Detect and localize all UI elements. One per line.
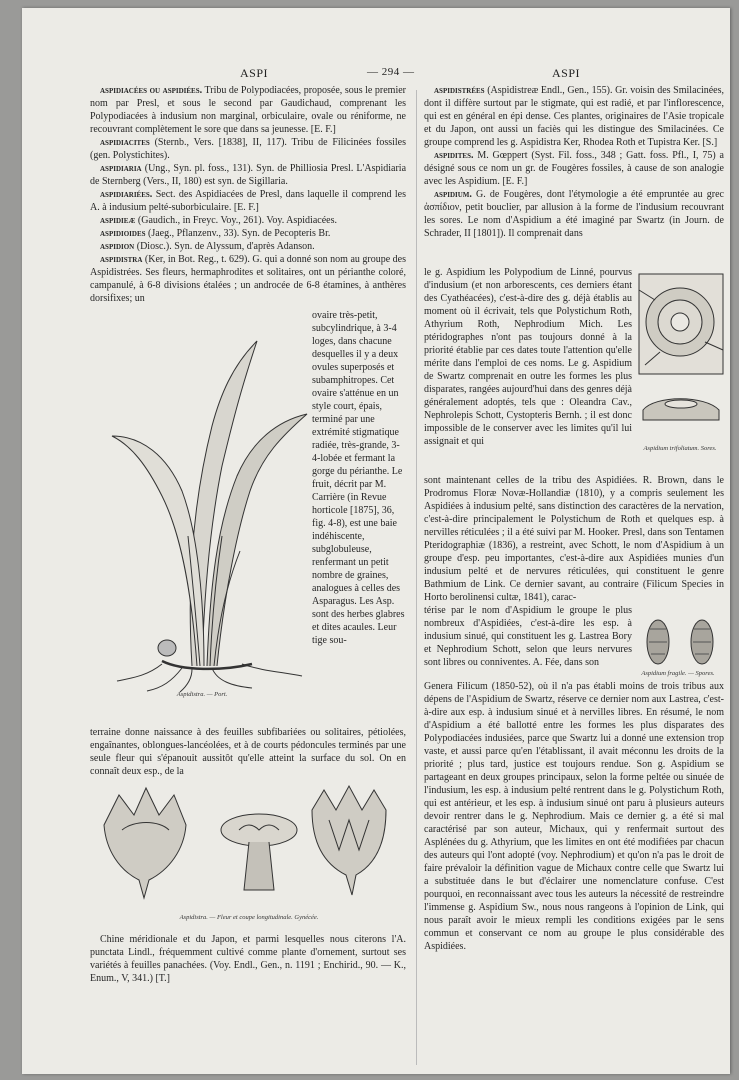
text-after-figure: terraine donne naissance à des feuilles subfibariées ou solitaires, pétiolées, engaînantes, oblongues-lancéolées, et à de courts pédoncules terminés par une seule fleur qui s'épanouit aussitôt qu'elle atteint la surface du sol. On en connaît deux esp., de la xyxy=(90,727,406,777)
figure-caption-aspidistra-port: Aspidistra. — Port. xyxy=(176,691,228,698)
entry-text: (Gaudich., in Freyc. Voy., 261). Voy. Aspidiacées. xyxy=(137,215,337,226)
entry-headword: aspidiacées ou aspidiées. xyxy=(100,85,203,96)
right-column-entry xyxy=(424,188,724,240)
right-column-middle xyxy=(424,474,724,604)
entry-headword: aspidioides xyxy=(100,228,146,239)
aspidium-spores-illustration xyxy=(640,614,728,672)
entry-text: (Ung., Syn. pl. foss., 131). Syn. de Philliosia Presl. L'Aspidiaria de Sternberg (Vers., II, 180) est syn. de Sigillaria. xyxy=(90,163,407,187)
column-divider xyxy=(416,90,417,1065)
right-column-text-beside-spores xyxy=(424,604,632,669)
left-column-entry xyxy=(90,162,406,188)
left-column-entry xyxy=(90,214,406,227)
aspidistra-plant-illustration xyxy=(92,326,312,696)
left-column-after-figure xyxy=(90,726,406,778)
right-column-text-beside-figure xyxy=(424,266,632,448)
right-column-bottom xyxy=(424,680,724,953)
entry-text: M. Gœppert (Syst. Fil. foss., 348 ; Gatt. foss. Pfl., I, 75) a désigné sous ce nom un gr. de Fougères fossiles, à cause de son analogie avec les Aspidium. [E. F.] xyxy=(424,150,724,187)
figure-caption-aspidium-sores: Aspidium trifoliatum. Sores. xyxy=(643,445,717,452)
entry-text: (Ker, in Bot. Reg., t. 629). G. qui a donné son nom au groupe des Aspidistrées. Ses fleurs, hermaphrodites et solitaires, ont un périanthe coloré, campanulé, à 6-8 divisions étalées ; un androcée de 6-8 étamines, à anthères dorsifixes; un xyxy=(90,254,407,304)
page xyxy=(22,8,730,1074)
entry-text: (Aspidistreæ Endl., Gen., 155). Gr. voisin des Smilacinées, dont il diffère surtout par le stigmate, qui est radié, et par l'inflorescence, qui est en général en épi dense. Ces plantes, originaires de l'Asie tropicale et du Japon, ont aussi un faciès qui les distingue des Smilacinées. Ce groupe comprend les g. Aspidistra Ker, Rhodea Roth et Tupistra Ker. [S.] xyxy=(424,85,724,148)
text-bottom-right: Genera Filicum (1850-52), où il n'a pas établi moins de trois tribus aux dépens de l'Aspidium de Swartz, réserve ce dernier nom aux Lastrea, c'est-à-dire aux esp. à indusium sinué et à nervilles libres. En résumé, le nom d'Aspidium a été ballotté entre les formes les plus disparates des Polypodiacées indusiées, parce que Swartz lui a donné une extension trop vaste, et aussi parce qu'en l'établissant, il avait méconnu les droits de la priorité ; plus tard, justice est toujours rendue. Son g. Aspidium se partageant en deux groupes principaux, selon la forme peltée ou sinuée de l'indusium, les esp. à indusium pelté rentrent dans le g. Polystichum Roth, qui est antérieur, et les esp. à indusium sinué ont paru à plusieurs auteurs devoir rentrer dans le g. Nephrodium. Mais ce dernier g. a été si mal caractérisé par son auteur, Michaux, qui y renfermait surtout des Asplénées du g. Athyrium, que les limites en ont été modifiées par chacun des auteurs qui l'ont adopté (voy. Nephrodium) et qu'on n'a pas le droit de faire prévaloir la définition vague de Michaux contre celle que Swartz lui a substituée dans le but d'éclairer une nomenclature confuse. C'est pourquoi, en reconnaissant avec tous les auteurs la nécessité de restreindre l'immense g. Aspidium Sw., nous nous rangeons à l'opinion de Link, qui nous paraît avoir le mieux rempli les conditions exigées par le sens commun et conservant ce nom au groupe le plus considérable des Aspidiées. xyxy=(424,681,724,952)
aspidium-spores-figure xyxy=(640,614,728,672)
right-column-entry xyxy=(424,84,724,149)
entry-headword: aspidion xyxy=(100,241,135,252)
header-left: ASPI xyxy=(240,66,269,80)
page-number: — 294 — xyxy=(367,66,415,78)
left-column-entry xyxy=(90,188,406,214)
left-column-text-beside-figure xyxy=(312,309,406,647)
left-column-entry xyxy=(90,253,406,305)
right-column-entry xyxy=(424,149,724,188)
left-column-entry xyxy=(90,240,406,253)
right-column-entries xyxy=(424,84,724,240)
entry-headword: aspidieæ xyxy=(100,215,136,226)
entry-text: (Diosc.). Syn. de Alyssum, d'après Adanson. xyxy=(136,241,315,252)
left-column-entry xyxy=(90,227,406,240)
text-beside-spores-figure: térise par le nom d'Aspidium le groupe le plus nombreux d'Aspidiées, c'est-à-dire les esp. à indusium sinué, qui constituent les g. Lastrea Bory et Nephrodium Schott, selon que leurs nervures sont libres ou conniventes. A. Fée, dans son xyxy=(424,605,632,668)
aspidistra-plant-figure xyxy=(92,326,312,696)
entry-headword: aspidites. xyxy=(434,150,474,161)
entry-text: Sect. des Aspidiacées de Presl, dans laquelle il comprend les A. à indusium pelté-suborbiculaire. [E. F.] xyxy=(90,189,406,213)
entry-headword: aspidiacites xyxy=(100,137,150,148)
entry-headword: aspidistrées xyxy=(434,85,485,96)
aspidistra-flower-illustration xyxy=(94,780,404,905)
left-column-entry xyxy=(90,136,406,162)
text-bottom-left: Chine méridionale et du Japon, et parmi lesquelles nous citerons l'A. punctata Lindl., fréquemment cultivé comme plante d'ornement, surtout ses variétés à feuilles panachées. (Voy. Endl., Gen., n. 1191 ; Enchirid., 90. — K., Enum., V, 341.) [T.] xyxy=(90,934,406,984)
entry-headword: aspidiariées. xyxy=(100,189,153,200)
left-column-bottom xyxy=(90,933,406,985)
aspidistra-flower-figure xyxy=(94,780,404,905)
entry-text: Tribu de Polypodiacées, proposée, sous le premier nom par Presl, et sous le second par Gaudichaud, comprenant les Polypodiacées à indusium non marginal, orbiculaire, ovale ou réniforme, ne recouvrant complètement le sore que dans sa jeunesse. [E. F.] xyxy=(90,85,407,135)
aspidium-sores-figure xyxy=(635,270,725,445)
entry-headword: aspidium. xyxy=(434,189,472,200)
entry-text: (Jaeg., Pflanzenv., 33). Syn. de Pecopteris Br. xyxy=(148,228,331,239)
text-beside-figure: ovaire très-petit, subcylindrique, à 3-4 loges, dans chacune desquelles il y a deux ovules superposés et subamphitropes. Cet ovaire s'atténue en un style court, épais, terminé par une extrémité stigmatique radiée, très-grande, 3-4-lobée et fermant la gorge du périanthe. Le fruit, décrit par M. Carrière (in Revue horticole [1875], 36, fig. 4-8), est une baie indéhiscente, subglobuleuse, renfermant un petit nombre de graines, analogues à celles des Asparagus. Les Asp. sont des herbes glabres et dites acaules. Leur tige sou- xyxy=(312,310,405,646)
text-middle-right: sont maintenant celles de la tribu des Aspidiées. R. Brown, dans le Prodromus Floræ Novæ-Hollandiæ (1810), y a compris seulement les Aspidiées à indusium pelté, sans distinction des caractères de la nervation, c'est-à-dire principalement le Polystichum de Roth et quelques esp. à nervilles réticulées ; il a été suivi par M. Hooker. Presl, dans son Tentamen Pteridographiæ (1836), a restreint, avec Schott, le nom d'Aspidium à un groupe d'esp. peu importantes, c'est-à-dire aux Aspidiées munies d'un indusium pelté et de nervures réticulées, qui constituent le genre Bathmium de Link. Ce dernier savant, au contraire (Filicum Species in Horto berolinensi cultæ, 1841), carac- xyxy=(424,475,724,603)
header-right: ASPI xyxy=(552,66,581,80)
entry-text: G. de Fougères, dont l'étymologie a été empruntée au grec ἀσπίδιον, petit bouclier, par allusion à la forme de l'indusium recouvrant les sores. Le nom d'Aspidium a été imaginé par Swartz (in Journ. de Schrader, II [1801]). Il comprenait dans xyxy=(424,189,724,239)
aspidium-sores-illustration xyxy=(635,270,725,445)
entry-headword: aspidiaria xyxy=(100,163,142,174)
entry-headword: aspidistra xyxy=(100,254,143,265)
figure-caption-aspidistra-flower: Aspidistra. — Fleur et coupe longitudinale. Gynécée. xyxy=(179,914,319,921)
entry-text: (Sternb., Vers. [1838], II, 117). Tribu de Filicinées fossiles (gen. Polystichites). xyxy=(90,137,406,161)
left-column-entries xyxy=(90,84,406,305)
left-column-entry xyxy=(90,84,406,136)
text-beside-sores-figure: le g. Aspidium les Polypodium de Linné, pourvus d'indusium (et non arborescents, ces derniers étant des Cyathéacées), c'est-à-dire des g. déjà établis au moment où il écrivait, tels que Polystichum Roth, Athyrium Roth, Nephrodium Mich. Les ptéridographes n'ont pas toujours donné à la priorité établie par ces dates toute l'attention qu'elle mérite dans l'emploi de ces noms. Le g. Aspidium de Swartz comprenait en outre les formes les plus disparates, rangées aujourd'hui dans des genres déjà généralement adoptés, tels que : Oleandra Cav., Nephrolepis Schott, Cystopteris Bernh. ; il est donc impossible de le conserver avec les limites qu'il lui assignait et qui xyxy=(424,267,632,447)
figure-caption-aspidium-spores: Aspidium fragile. — Spores. xyxy=(641,670,715,677)
